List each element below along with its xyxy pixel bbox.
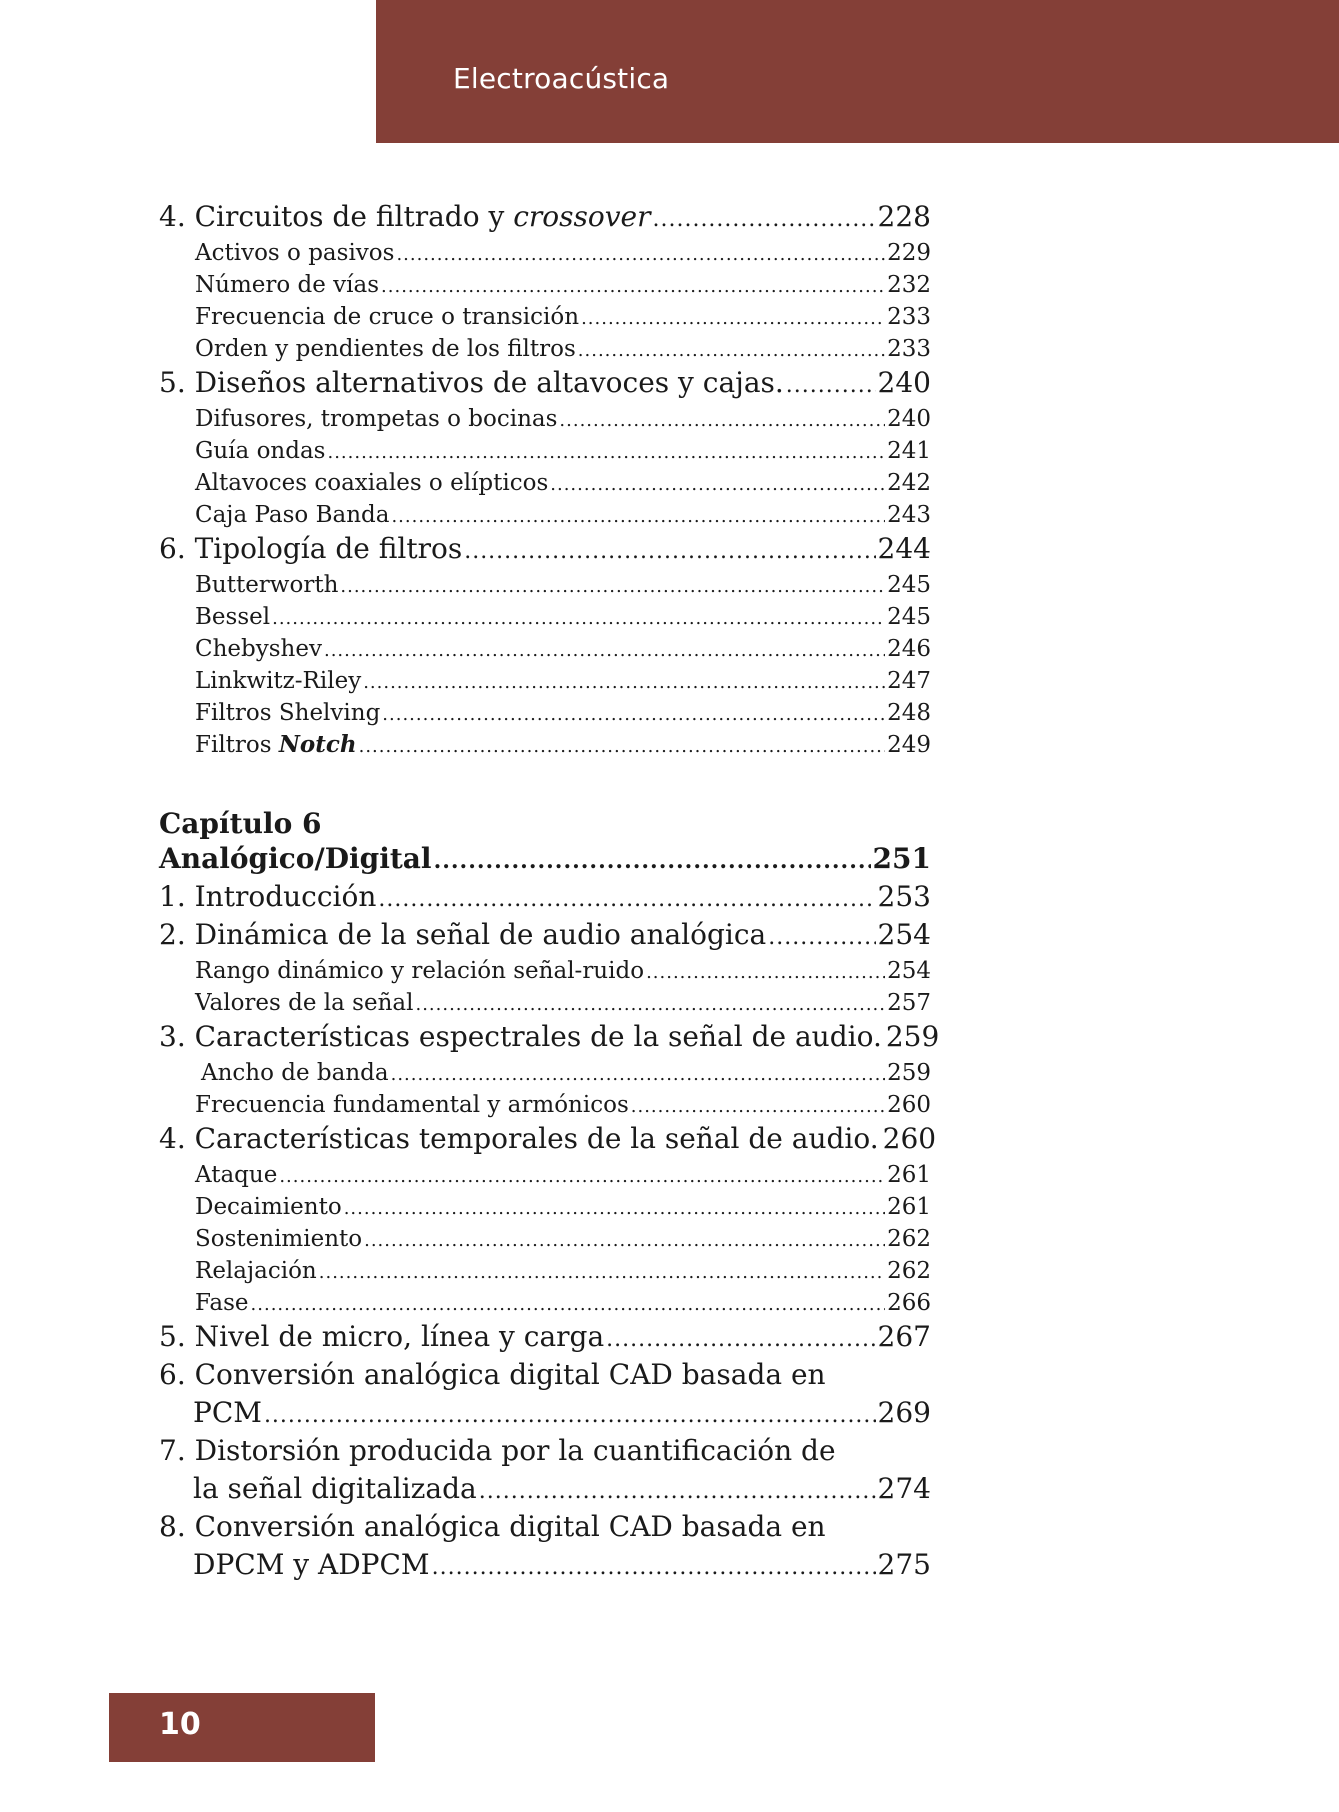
toc-subentry[interactable] — [159, 1058, 931, 1090]
page-number: 257 — [887, 990, 931, 1016]
page-number: 253 — [877, 880, 931, 913]
entry-label: Sostenimiento — [195, 1226, 363, 1252]
entry-label: 4. Características temporales de la señal de audio. — [159, 1122, 879, 1155]
dot-leader — [415, 990, 885, 1020]
chapter-title: Analógico/Digital — [159, 842, 432, 875]
toc-section-top — [159, 200, 931, 762]
toc-subentry[interactable] — [159, 988, 931, 1020]
entry-label: 3. Características espectrales de la señal de audio. — [159, 1020, 882, 1053]
page-number: 251 — [872, 842, 931, 875]
entry-label: Filtros Notch — [195, 731, 357, 758]
toc-subentry[interactable] — [159, 634, 931, 666]
dot-leader — [319, 1258, 885, 1288]
entry-label: Ataque — [195, 1162, 278, 1188]
dot-leader — [434, 844, 871, 878]
toc-subentry[interactable] — [159, 698, 931, 730]
toc-subentry[interactable] — [159, 570, 931, 602]
toc-entry-line1[interactable]: 6. Conversión analógica digital CAD basada en — [159, 1358, 826, 1391]
entry-label: 5. Diseños alternativos de altavoces y cajas. — [159, 366, 784, 399]
page-number: 248 — [887, 700, 931, 726]
page-number: 240 — [877, 366, 931, 399]
entry-label: Rango dinámico y relación señal-ruido — [195, 958, 645, 984]
entry-label: Guía ondas — [195, 438, 326, 464]
toc-subentry[interactable] — [159, 1288, 931, 1320]
entry-label: Caja Paso Banda — [195, 502, 390, 528]
entry-label: Chebyshev — [195, 636, 322, 662]
toc-section-bottom — [159, 880, 940, 1358]
toc-subentry[interactable] — [159, 1090, 931, 1122]
dot-leader — [479, 1475, 876, 1509]
dot-leader — [581, 304, 885, 334]
page-number: 267 — [877, 1320, 931, 1353]
page-number: 249 — [887, 732, 931, 758]
dot-leader — [359, 732, 886, 762]
dot-leader — [340, 572, 885, 602]
page-number: 247 — [887, 668, 931, 694]
toc-subentry[interactable] — [159, 666, 931, 698]
entry-label: Orden y pendientes de los filtros — [195, 336, 576, 362]
toc-subentry[interactable] — [159, 270, 931, 302]
chapter-title-row[interactable] — [159, 842, 931, 880]
toc-subentry[interactable] — [159, 1160, 931, 1192]
page-number: 275 — [877, 1548, 931, 1581]
page-number: 259 — [885, 1020, 940, 1053]
toc-entry[interactable] — [159, 532, 931, 570]
toc-entry-line2[interactable] — [159, 1472, 931, 1510]
page-number: 244 — [877, 532, 931, 565]
page-number: 259 — [887, 1060, 931, 1086]
page-number: 240 — [887, 406, 931, 432]
toc-entry[interactable] — [159, 200, 931, 238]
toc-subentry[interactable] — [159, 468, 931, 500]
dot-leader — [786, 369, 876, 403]
dot-leader — [378, 883, 875, 917]
page-number: 246 — [887, 636, 931, 662]
entry-label: Valores de la señal — [195, 990, 414, 1016]
page-number: 269 — [877, 1396, 931, 1429]
page-number: 260 — [887, 1092, 931, 1118]
dot-leader — [363, 668, 885, 698]
page-number: 245 — [887, 604, 931, 630]
page-number: 262 — [887, 1258, 931, 1284]
dot-leader — [391, 1060, 885, 1090]
entry-label: Relajación — [195, 1258, 317, 1284]
dot-leader — [550, 470, 885, 500]
toc-entry[interactable] — [159, 1122, 937, 1160]
page-number: 241 — [887, 438, 931, 464]
toc-entry[interactable] — [159, 366, 931, 404]
entry-label: PCM — [193, 1396, 262, 1429]
dot-leader — [578, 336, 885, 366]
footer-page-number: 10 — [159, 1707, 201, 1742]
dot-leader — [327, 438, 885, 468]
entry-label: Activos o pasivos — [195, 240, 395, 266]
dot-leader — [391, 502, 885, 532]
dot-leader — [652, 203, 875, 237]
page-number: 261 — [887, 1194, 931, 1220]
toc-subentry[interactable] — [159, 238, 931, 270]
entry-label: Frecuencia fundamental y armónicos — [195, 1092, 629, 1118]
footer-page-box — [109, 1693, 375, 1762]
entry-label: la señal digitalizada — [193, 1472, 477, 1505]
page-number: 233 — [887, 336, 931, 362]
page-number: 229 — [887, 240, 931, 266]
dot-leader — [251, 1290, 886, 1320]
dot-leader — [606, 1323, 875, 1357]
toc-subentry[interactable] — [159, 436, 931, 468]
entry-label: Número de vías — [195, 272, 380, 298]
entry-label: Butterworth — [195, 572, 339, 598]
toc-entry[interactable] — [159, 1020, 940, 1058]
toc-subentry[interactable] — [159, 1224, 931, 1256]
dot-leader — [559, 406, 885, 436]
entry-label: Ancho de banda — [201, 1060, 389, 1086]
dot-leader — [646, 958, 885, 988]
dot-leader — [344, 1194, 885, 1224]
page-number: 254 — [887, 958, 931, 984]
entry-label: Filtros Shelving — [195, 700, 381, 726]
header-band — [376, 0, 1339, 143]
toc-subentry[interactable] — [159, 602, 931, 634]
page-number: 274 — [877, 1472, 931, 1505]
dot-leader — [364, 1226, 885, 1256]
page-number: 233 — [887, 304, 931, 330]
page-number: 266 — [887, 1290, 931, 1316]
running-header-title: Electroacústica — [453, 62, 670, 95]
toc-subentry[interactable] — [159, 730, 931, 762]
page-number: 261 — [887, 1162, 931, 1188]
toc-subentry[interactable] — [159, 500, 931, 532]
page-number: 254 — [877, 918, 931, 951]
dot-leader — [272, 604, 885, 634]
entry-label: Bessel — [195, 604, 271, 630]
toc-entry[interactable] — [159, 880, 931, 918]
entry-label: Difusores, trompetas o bocinas — [195, 406, 558, 432]
dot-leader — [432, 1551, 876, 1585]
dot-leader — [768, 921, 875, 955]
toc-entry[interactable] — [159, 1320, 931, 1358]
table-of-contents — [159, 200, 940, 1586]
dot-leader — [396, 240, 885, 270]
entry-label: 1. Introducción — [159, 880, 377, 913]
dot-leader — [631, 1092, 885, 1122]
entry-label: Linkwitz-Riley — [195, 668, 362, 694]
dot-leader — [264, 1399, 876, 1433]
toc-entry-line2[interactable] — [159, 1396, 931, 1434]
entry-label: 5. Nivel de micro, línea y carga — [159, 1320, 605, 1353]
toc-subentry[interactable] — [159, 1192, 931, 1224]
toc-subentry[interactable] — [159, 956, 931, 988]
entry-label: Fase — [195, 1290, 249, 1316]
page-number: 245 — [887, 572, 931, 598]
dot-leader — [279, 1162, 885, 1192]
entry-label: Decaimiento — [195, 1194, 342, 1220]
dot-leader — [382, 700, 885, 730]
dot-leader — [464, 535, 875, 569]
page-number: 242 — [887, 470, 931, 496]
toc-subentry[interactable] — [159, 404, 931, 436]
section-gap — [159, 762, 931, 806]
page-number: 228 — [877, 200, 931, 233]
page-number: 262 — [887, 1226, 931, 1252]
dot-leader — [381, 272, 885, 302]
toc-entry[interactable] — [159, 918, 931, 956]
entry-label: 6. Tipología de filtros — [159, 532, 463, 565]
dot-leader — [324, 636, 885, 666]
toc-entry-line1[interactable]: 7. Distorsión producida por la cuantificación de — [159, 1434, 836, 1467]
entry-label: 2. Dinámica de la señal de audio analógica — [159, 918, 767, 951]
toc-entry-line1[interactable]: 8. Conversión analógica digital CAD basada en — [159, 1510, 826, 1543]
page-number: 232 — [887, 272, 931, 298]
entry-label: 4. Circuitos de filtrado y crossover — [159, 200, 651, 233]
entry-label: Frecuencia de cruce o transición — [195, 304, 580, 330]
entry-label: Altavoces coaxiales o elípticos — [195, 470, 549, 496]
toc-subentry[interactable] — [159, 1256, 931, 1288]
entry-label: DPCM y ADPCM — [193, 1548, 430, 1581]
toc-entry-line2[interactable] — [159, 1548, 931, 1586]
page-number: 260 — [882, 1122, 937, 1155]
toc-subentry[interactable] — [159, 334, 931, 366]
chapter-number: Capítulo 6 — [159, 807, 322, 840]
page-number: 243 — [887, 502, 931, 528]
toc-section-wrapped — [159, 1358, 931, 1586]
toc-subentry[interactable] — [159, 302, 931, 334]
